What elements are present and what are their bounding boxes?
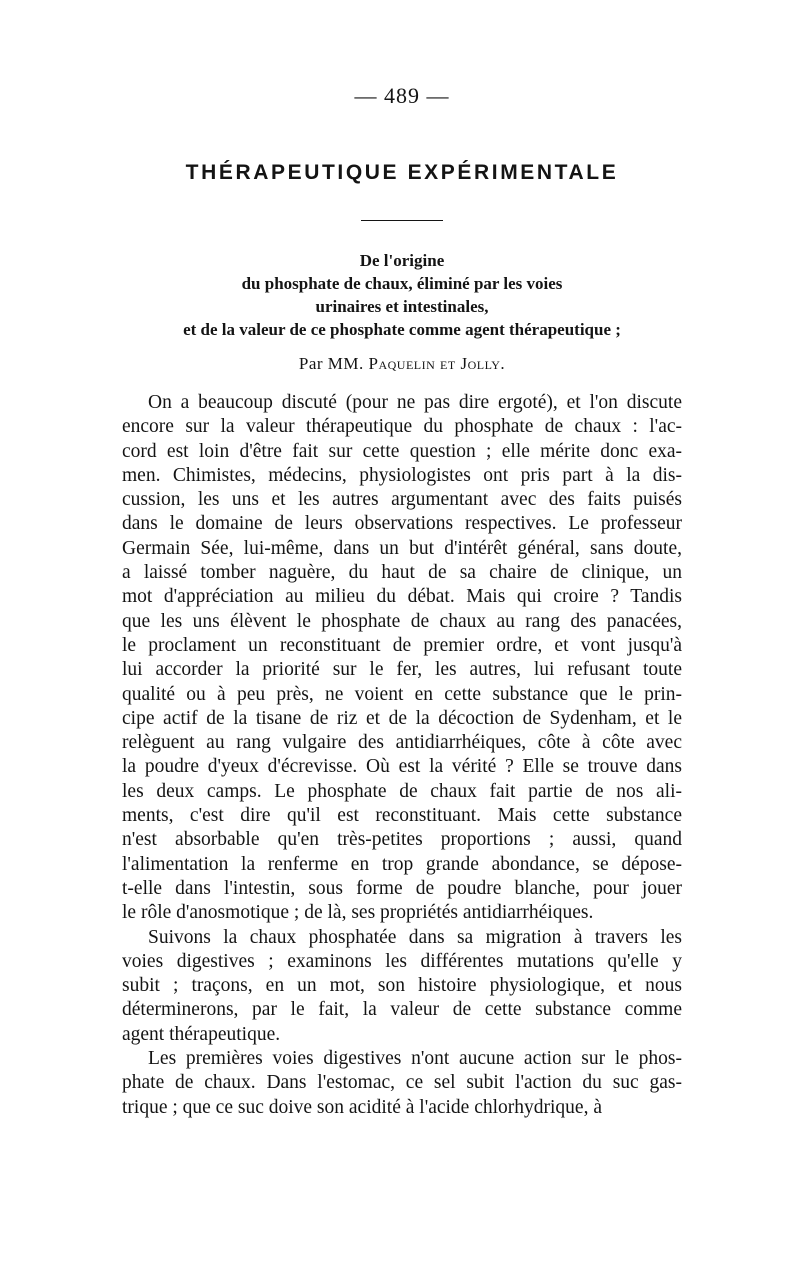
text-line: encore sur la valeur thérapeutique du phosphate de chaux : l'ac- <box>122 416 682 438</box>
author-name: Jolly. <box>460 354 506 373</box>
article-title-line: et de la valeur de ce phosphate comme agent thérapeutique ; <box>183 320 621 339</box>
paragraph <box>122 391 682 926</box>
text-line: que les uns élèvent le phosphate de chaux au rang des panacées, <box>122 610 682 632</box>
article-title-line: De l'origine <box>359 251 445 270</box>
article-title <box>122 249 682 341</box>
text-line: trique ; que ce suc doive son acidité à l'acide chlorhydrique, à <box>122 1096 602 1118</box>
article-title-line: urinaires et intestinales, <box>315 297 489 316</box>
paragraph <box>122 926 682 1047</box>
text-line: subit ; traçons, en un mot, son histoire physiologique, et nous <box>122 975 682 997</box>
text-line: dans le domaine de leurs observations respectives. Le professeur <box>122 513 682 535</box>
page-number: — 489 — <box>354 83 450 108</box>
text-line: cord est loin d'être fait sur cette question ; elle mérite donc exa- <box>122 440 682 462</box>
text-line: phate de chaux. Dans l'estomac, ce sel subit l'action du suc gas- <box>122 1072 682 1094</box>
text-line: les deux camps. Le phosphate de chaux fait partie de nos ali- <box>122 780 682 802</box>
text-line: Suivons la chaux phosphatée dans sa migration à travers les <box>148 926 682 948</box>
text-line: men. Chimistes, médecins, physiologistes ont pris part à la dis- <box>122 464 682 486</box>
byline-conjunction: et <box>440 354 456 373</box>
text-line: le rôle d'anosmotique ; de là, ses propriétés antidiarrhéiques. <box>122 902 594 924</box>
text-line: cussion, les uns et les autres argumentant avec des faits puisés <box>122 489 682 511</box>
text-line: t-elle dans l'intestin, sous forme de poudre blanche, pour jouer <box>122 877 682 899</box>
text-line: mot d'appréciation au milieu du débat. Mais qui croire ? Tandis <box>122 586 682 608</box>
text-line: la poudre d'yeux d'écrevisse. Où est la vérité ? Elle se trouve dans <box>122 756 682 778</box>
text-line: Les premières voies digestives n'ont aucune action sur le phos- <box>148 1048 682 1070</box>
text-line: n'est absorbable qu'en très-petites proportions ; aussi, quand <box>122 829 682 851</box>
text-line: le proclament un reconstituant de premier ordre, et vont jusqu'à <box>122 634 682 656</box>
document-page <box>122 82 682 1120</box>
byline <box>122 353 682 375</box>
title-divider <box>361 220 443 221</box>
text-line: On a beaucoup discuté (pour ne pas dire ergoté), et l'on discute <box>148 392 682 413</box>
text-line: qualité ou à peu près, ne voient en cette substance que le prin- <box>122 683 682 705</box>
text-line: Germain Sée, lui-même, dans un but d'intérêt général, sans doute, <box>122 537 682 559</box>
text-line: a laissé tomber naguère, du haut de sa chaire de clinique, un <box>122 562 682 584</box>
section-heading: THÉRAPEUTIQUE EXPÉRIMENTALE <box>185 161 619 184</box>
text-line: agent thérapeutique. <box>122 1023 281 1045</box>
text-line: lui accorder la priorité sur le fer, les autres, lui refusant toute <box>122 659 682 681</box>
author-name: Paquelin <box>368 354 436 373</box>
text-line: cipe actif de la tisane de riz et de la décoction de Sydenham, et le <box>122 707 682 729</box>
article-body <box>122 391 682 1120</box>
text-line: relèguent au rang vulgaire des antidiarrhéiques, côte à côte avec <box>122 732 682 754</box>
byline-prefix: Par MM. <box>298 354 364 373</box>
article-title-line: du phosphate de chaux, éliminé par les voies <box>241 274 563 293</box>
text-line: ments, c'est dire qu'il est reconstituant. Mais cette substance <box>122 805 682 827</box>
text-line: déterminerons, par le fait, la valeur de cette substance comme <box>122 999 682 1021</box>
text-line: l'alimentation la renferme en trop grande abondance, se dépose- <box>122 853 682 875</box>
paragraph <box>122 1047 682 1120</box>
text-line: voies digestives ; examinons les différentes mutations qu'elle y <box>122 950 682 972</box>
